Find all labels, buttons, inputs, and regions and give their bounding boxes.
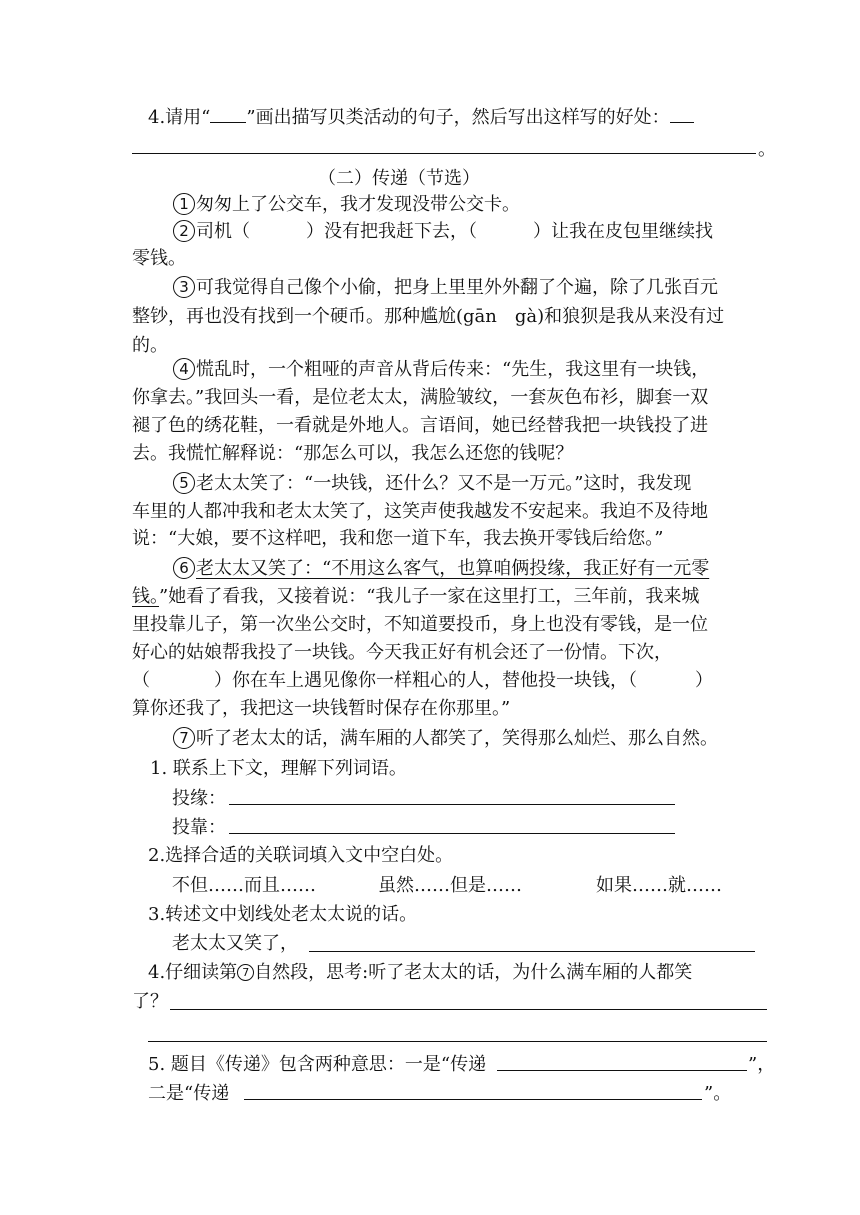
question-4-line: 了？ <box>132 991 168 1012</box>
paragraph-6-line: （ ）你在车上遇见像你一样粗心的人，替他投一块钱，（ ） <box>132 670 713 691</box>
paragraph-1: 1 匆匆上了公交车，我才发现没带公交卡。 <box>173 192 520 218</box>
paragraph-7: 7 听了老太太的话，满车厢的人都笑了，笑得那么灿烂、那么自然。 <box>173 726 718 752</box>
answer-line[interactable] <box>229 804 675 805</box>
paragraph-6-line: 钱。”她看了看我，又接着说：“我儿子一家在这里打工，三年前，我来城 <box>132 586 700 607</box>
period: 。 <box>758 139 776 160</box>
underlined-quote: 钱。 <box>132 586 159 607</box>
question-4: 4.仔细读第 7 自然段，思考:听了老太太的话，为什么满车厢的人都笑 <box>148 962 693 983</box>
answer-blank[interactable] <box>670 104 694 123</box>
paragraph-2: 2 司机（ ）没有把我赶下去，（ ）让我在皮包里继续找 <box>173 219 713 245</box>
paragraph-6-line: 好心的姑娘帮我投了一块钱。今天我正好有机会还了一份情。下次， <box>132 642 672 663</box>
paragraph-number-6: 6 <box>173 557 195 579</box>
paragraph-number-3: 3 <box>173 276 195 298</box>
question-2-label: 2.选择合适的关联词填入文中空白处。 <box>148 845 454 866</box>
paragraph-ref-7: 7 <box>237 964 254 981</box>
option-2: 虽然……但是…… <box>378 875 522 896</box>
paragraph-5-line: 说：“大娘，要不这样吧，我和您一道下车，我去换开零钱后给您。” <box>132 528 664 549</box>
paragraph-4-line: 你拿去。”我回头一看，是位老太太，满脸皱纹，一套灰色布衫，脚套一双 <box>132 387 709 408</box>
paragraph-6-line: 里投靠儿子，第一次坐公交时，不知道要投币，身上也没有零钱，是一位 <box>132 614 708 635</box>
question-1-label: 1. 联系上下文，理解下列词语。 <box>150 758 407 779</box>
answer-line[interactable] <box>244 1099 702 1100</box>
word-toukao: 投靠： <box>172 817 226 838</box>
question-4-top: 4.请用“ ”画出描写贝类活动的句子，然后写出这样写的好处： <box>148 104 694 131</box>
paragraph-3: 3 可我觉得自己像个小偷，把身上里里外外翻了个遍，除了几张百元 <box>173 275 718 301</box>
word-touyuan: 投缘： <box>172 788 226 809</box>
paragraph-4: 4 慌乱时，一个粗哑的声音从背后传来：“先生，我这里有一块钱， <box>173 357 709 383</box>
answer-line[interactable] <box>309 951 755 952</box>
paragraph-6-line: 算你还我了，我把这一块钱暂时保存在你那里。” <box>132 698 511 719</box>
answer-line[interactable] <box>497 1070 747 1071</box>
paragraph-2-line: 零钱。 <box>132 248 186 269</box>
question-3-prefix: 老太太又笑了， <box>172 933 298 954</box>
paragraph-5: 5 老太太笑了：“一块钱，还什么？又不是一万元。”这时，我发现 <box>173 471 691 497</box>
paragraph-number-1: 1 <box>173 193 195 215</box>
answer-line[interactable] <box>132 153 756 154</box>
paragraph-number-2: 2 <box>173 220 195 242</box>
paragraph-number-4: 4 <box>173 358 195 380</box>
answer-line[interactable] <box>229 833 675 834</box>
paragraph-number-5: 5 <box>173 472 195 494</box>
question-5-end: ”， <box>748 1054 776 1075</box>
paragraph-3-line: 整钞，再也没有找到一个硬币。那种尴尬(gān gà)和狼狈是我从来没有过 <box>132 306 725 327</box>
paragraph-4-line: 去。我慌忙解释说：“那怎么可以，我怎么还您的钱呢？ <box>132 443 574 464</box>
option-3: 如果……就…… <box>596 875 722 896</box>
underlined-quote: 老太太又笑了：“不用这么客气，也算咱俩投缘，我正好有一元零 <box>196 558 710 579</box>
paragraph-5-line: 车里的人都冲我和老太太笑了，这笑声使我越发不安起来。我迫不及待地 <box>132 501 708 522</box>
paragraph-6 <box>173 556 709 582</box>
paragraph-number-7: 7 <box>173 727 195 749</box>
answer-line[interactable] <box>170 1009 767 1010</box>
question-5-line: 二是“传递 <box>148 1083 230 1104</box>
paragraph-4-line: 褪了色的绣花鞋，一看就是外地人。言语间，她已经替我把一块钱投了进 <box>132 415 708 436</box>
paragraph-3-line: 的。 <box>132 335 168 356</box>
question-3-label: 3.转述文中划线处老太太说的话。 <box>148 904 418 925</box>
section-title: （二）传递（节选） <box>318 168 480 189</box>
question-5: 5. 题目《传递》包含两种意思：一是“传递 <box>148 1054 487 1075</box>
option-1: 不但……而且…… <box>172 875 316 896</box>
question-5-line-end: ”。 <box>704 1083 732 1104</box>
answer-line[interactable] <box>148 1041 767 1042</box>
answer-blank[interactable] <box>210 104 246 123</box>
